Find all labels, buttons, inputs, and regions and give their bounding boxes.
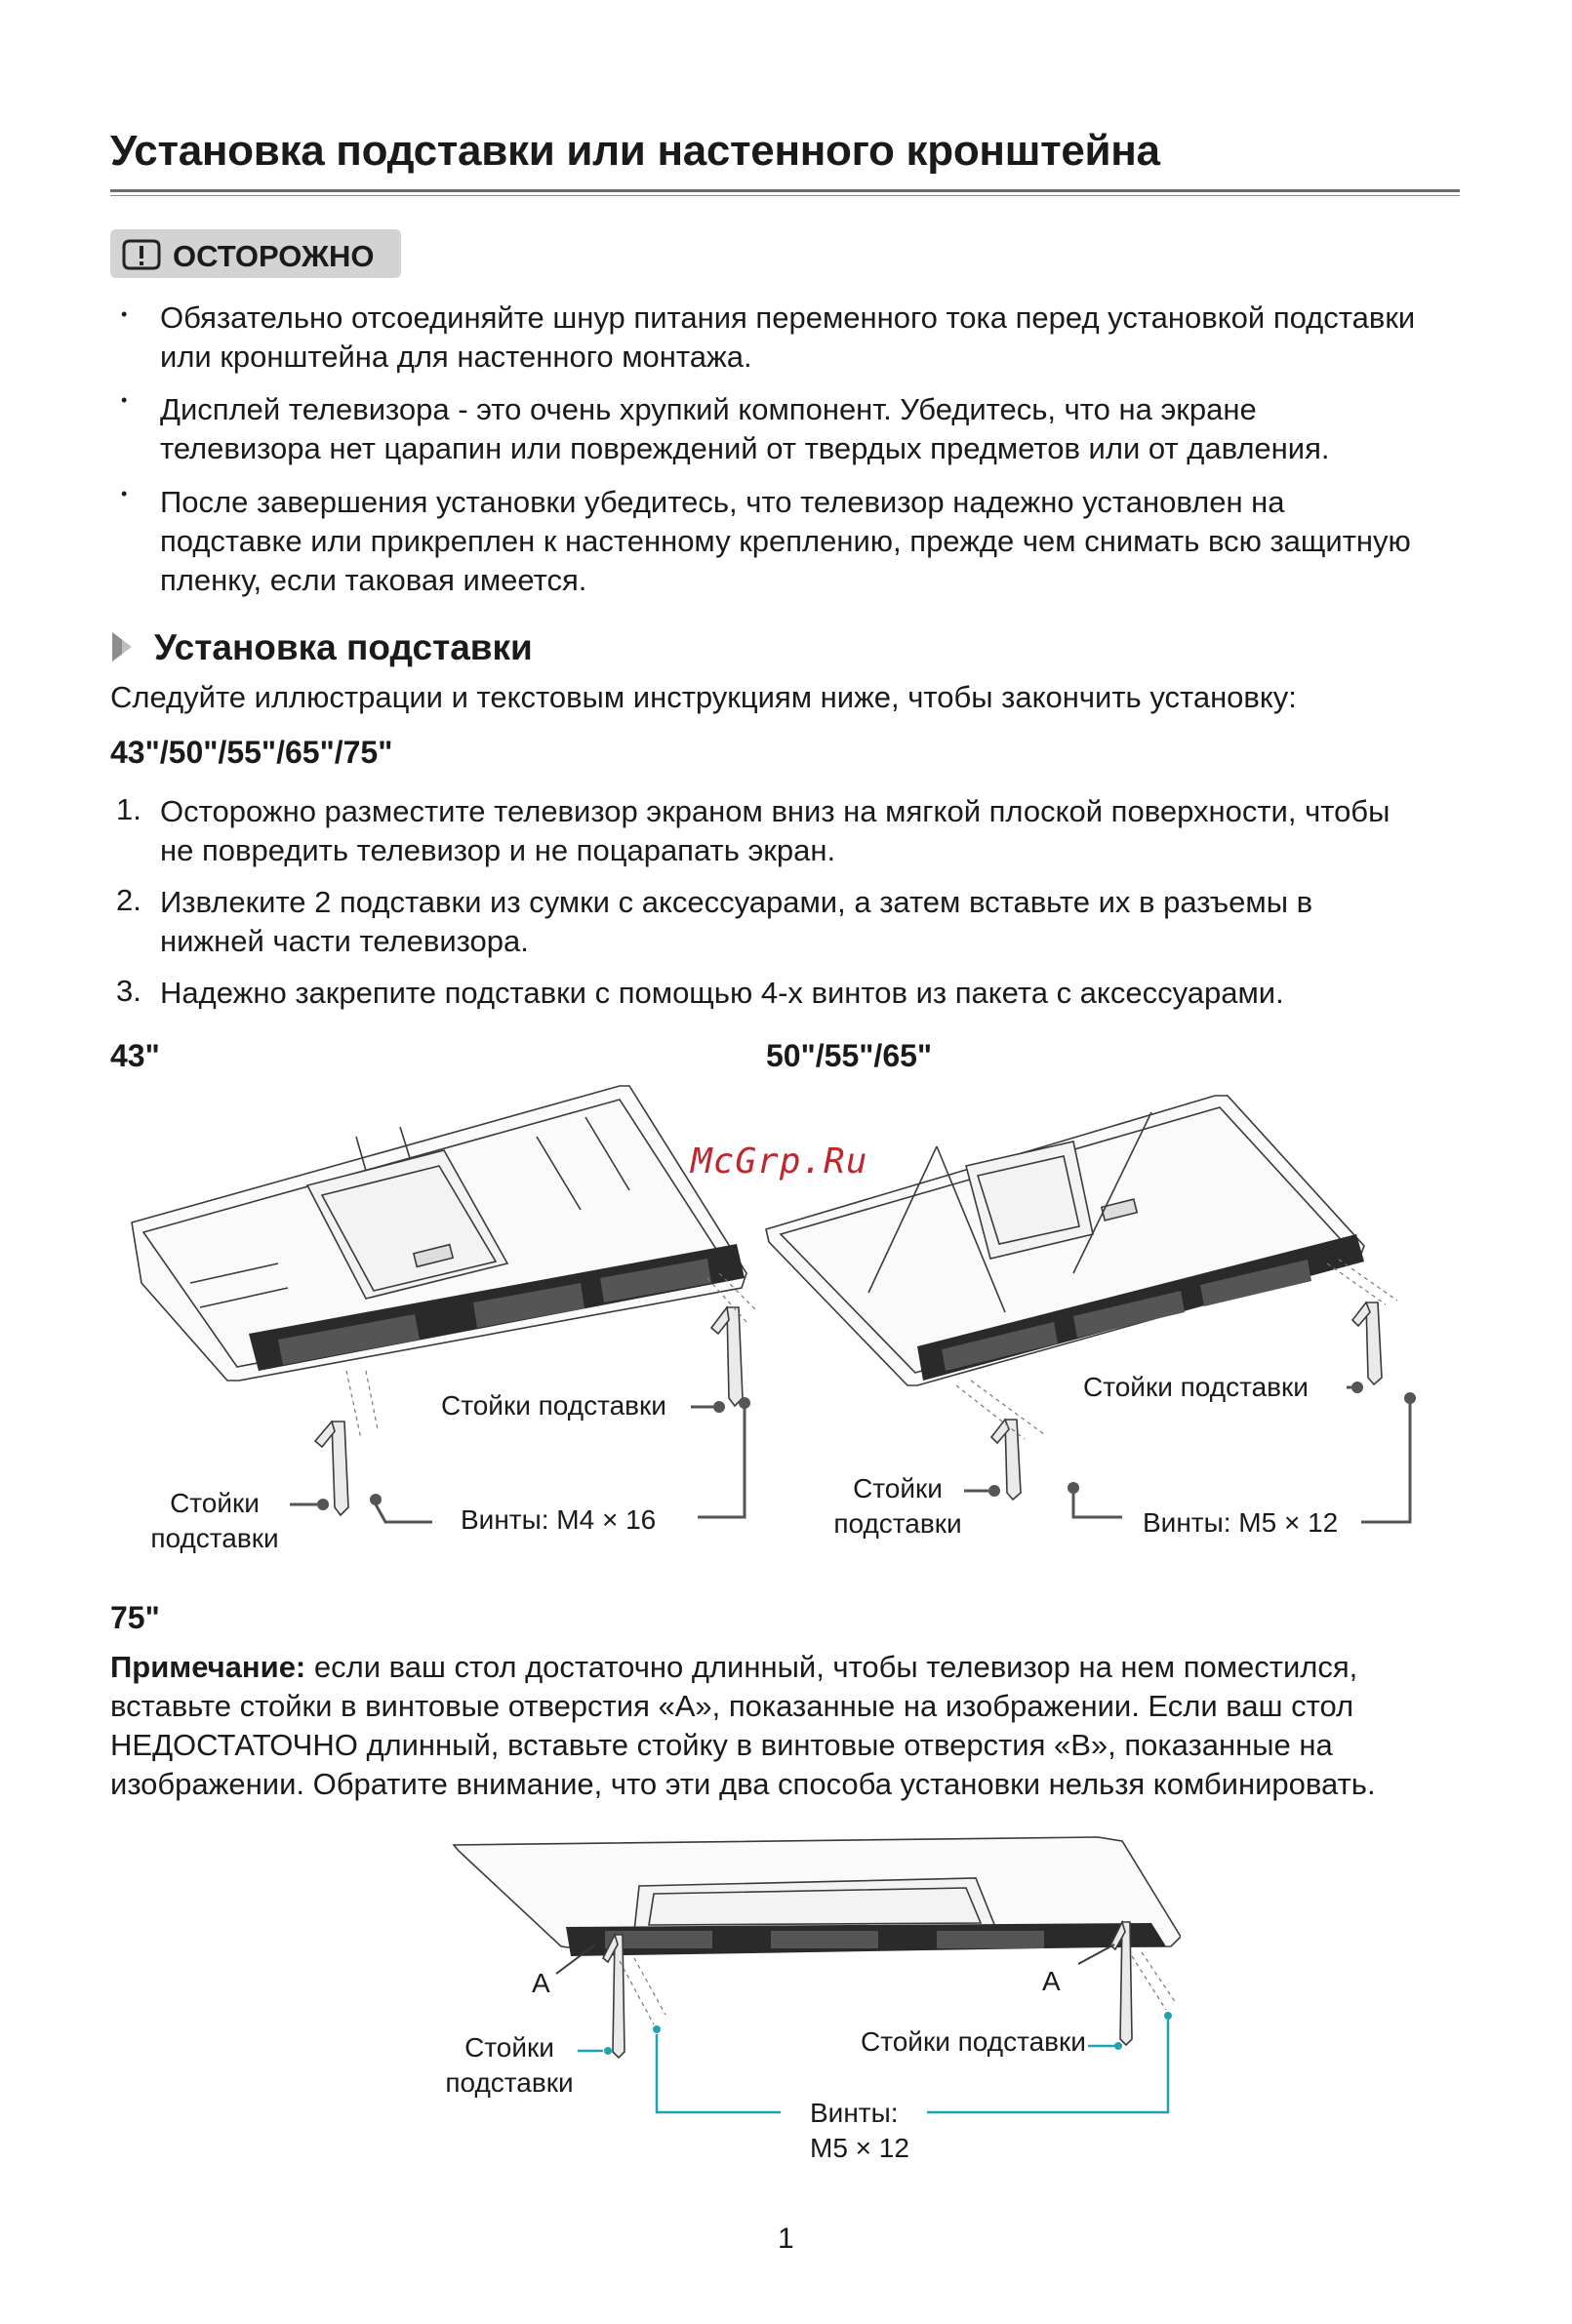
size-label-43: 43" xyxy=(110,1038,160,1073)
stand-legs-label-line: подставки xyxy=(150,1523,279,1553)
step-line: Извлеките 2 подставки из сумки с аксессуарами, а затем вставьте их в разъемы в xyxy=(160,885,1313,919)
stand-legs-label-line: Стойки xyxy=(464,2032,554,2063)
marker-a-left: A xyxy=(532,1968,550,1998)
screw-guides-75 xyxy=(620,1952,1176,2024)
bullet-dot: • xyxy=(121,390,128,410)
note-bold: Примечание: xyxy=(110,1650,306,1684)
step-line: нижней части телевизора. xyxy=(160,924,529,958)
size-label-75: 75" xyxy=(110,1600,160,1635)
step-number: 1. xyxy=(116,792,141,826)
title-rule xyxy=(110,189,1460,192)
note-line xyxy=(110,1648,1376,1687)
stand-legs-label: Стойки подставки xyxy=(1083,1372,1309,1402)
screws-label-line: Винты: xyxy=(810,2098,899,2128)
bullet-dot: • xyxy=(121,484,128,503)
screws-label-line: M5 × 12 xyxy=(810,2133,909,2163)
title-rule-thin xyxy=(110,195,1460,196)
section-intro: Следуйте иллюстрации и текстовым инструкциям ниже, чтобы закончить установку: xyxy=(110,680,1297,714)
note-line: вставьте стойки в винтовые отверстия «A», показанные на изображении. Если ваш стол xyxy=(110,1689,1354,1723)
step-line: не повредить телевизор и не поцарапать экран. xyxy=(160,833,836,867)
caution-item xyxy=(160,299,1415,377)
section-arrow-icon xyxy=(110,630,134,663)
step-text xyxy=(160,792,1390,870)
sizes-heading: 43"/50"/55"/65"/75" xyxy=(110,735,393,770)
caution-item-line: или кронштейна для настенного монтажа. xyxy=(160,340,752,374)
step-text xyxy=(160,883,1312,961)
screws-label xyxy=(810,2096,909,2166)
stand-legs-label: Стойки подставки xyxy=(861,2026,1086,2057)
step-number: 3. xyxy=(116,974,141,1008)
caution-label: ОСТОРОЖНО xyxy=(173,239,375,273)
note-line-text: если ваш стол достаточно длинный, чтобы телевизор на нем поместился, xyxy=(305,1650,1358,1684)
caution-item xyxy=(160,390,1330,468)
caution-item-line: телевизора нет царапин или повреждений от твердых предметов или от давления. xyxy=(160,431,1330,465)
stand-legs-label-line: подставки xyxy=(445,2067,574,2098)
bullet-dot: • xyxy=(121,304,128,324)
note-line: изображении. Обратите внимание, что эти два способа установки нельзя комбинировать. xyxy=(110,1767,1376,1801)
stand-legs-label-line: подставки xyxy=(833,1508,962,1539)
stand-legs-label xyxy=(820,1471,976,1542)
step-line: Осторожно разместите телевизор экраном вниз на мягкой плоской поверхности, чтобы xyxy=(160,794,1391,828)
stand-legs-label-line: Стойки xyxy=(853,1473,943,1503)
step-line: Надежно закрепите подставки с помощью 4-х винтов из пакета с аксессуарами. xyxy=(160,976,1284,1010)
stand-legs-label xyxy=(431,2030,587,2101)
screws-label: Винты: M4 × 16 xyxy=(461,1504,657,1535)
caution-item xyxy=(160,483,1411,600)
caution-item-line: подставке или прикреплен к настенному креплению, прежде чем снимать всю защитную xyxy=(160,524,1411,558)
stand-legs-label-line: Стойки xyxy=(170,1488,260,1518)
caution-item-line: Обязательно отсоединяйте шнур питания переменного тока перед установкой подставки xyxy=(160,301,1416,335)
caution-item-line: Дисплей телевизора - это очень хрупкий компонент. Убедитесь, что на экране xyxy=(160,392,1257,426)
note-line: НЕДОСТАТОЧНО длинный, вставьте стойку в винтовые отверстия «B», показанные на xyxy=(110,1728,1333,1762)
step-text xyxy=(160,974,1284,1013)
step-number: 2. xyxy=(116,883,141,917)
page-title: Установка подставки или настенного кронштейна xyxy=(110,127,1160,175)
watermark: McGrp.Ru xyxy=(691,1142,868,1182)
note-paragraph xyxy=(110,1648,1376,1804)
section-heading: Установка подставки xyxy=(154,627,533,667)
screws-label: Винты: M5 × 12 xyxy=(1143,1507,1339,1538)
callout-lines-50 xyxy=(964,1387,1410,1522)
size-label-50: 50"/55"/65" xyxy=(766,1038,933,1073)
stand-legs-label: Стойки подставки xyxy=(441,1390,666,1421)
marker-a-right: A xyxy=(1042,1966,1061,1996)
caution-badge xyxy=(110,229,401,278)
page-number: 1 xyxy=(778,2223,794,2255)
caution-item-line: пленку, если таковая имеется. xyxy=(160,563,587,597)
tv-speaker-bar-75 xyxy=(566,1923,1166,1956)
caution-icon xyxy=(120,237,163,272)
caution-item-line: После завершения установки убедитесь, что телевизор надежно установлен на xyxy=(160,485,1285,519)
stand-legs-label xyxy=(137,1486,293,1556)
